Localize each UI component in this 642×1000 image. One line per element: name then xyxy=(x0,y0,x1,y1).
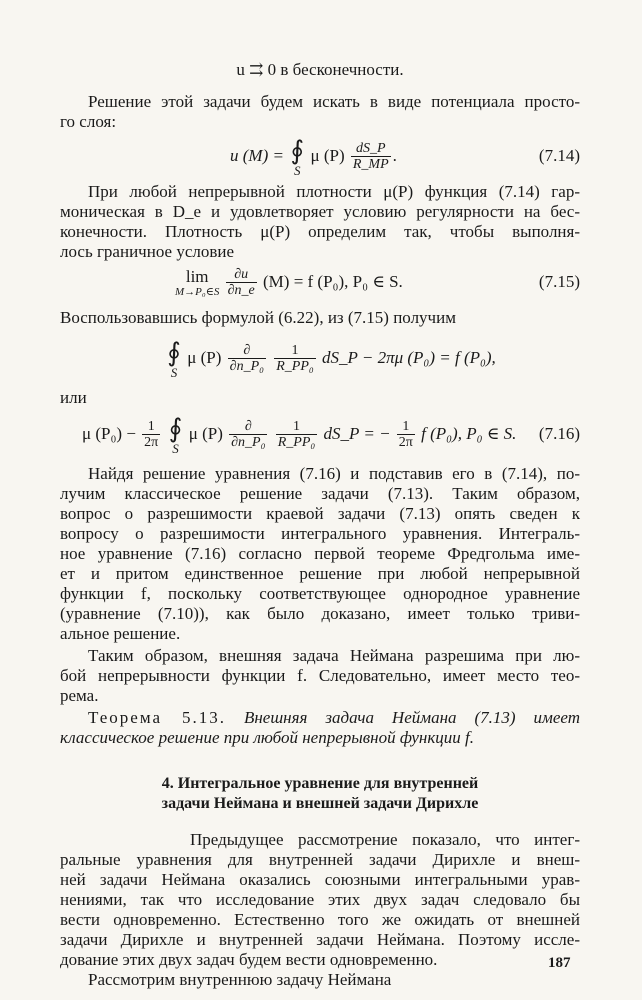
fraction-numerator: dS_P xyxy=(351,141,391,157)
text-line xyxy=(60,60,580,80)
text-line: вести одновременно. Естественно того же ожидать от внешней xyxy=(60,910,580,929)
fraction-numerator: ∂ xyxy=(228,343,266,359)
text-line: функции f, поскольку соответствующее однородное уравнение xyxy=(60,584,580,603)
equation-intermediate xyxy=(60,330,580,386)
fraction xyxy=(397,419,415,451)
fraction-numerator: ∂ xyxy=(229,419,267,435)
text-line: задачи Дирихле и внутренней задачи Неймана. Поэтому иссле- xyxy=(60,930,580,949)
equation-7-14 xyxy=(60,128,580,184)
contour-integral-symbol: ∮ S xyxy=(288,138,306,177)
equation-number: (7.16) xyxy=(538,424,580,443)
text-line: Найдя решение уравнения (7.16) и подставив его в (7.14), по- xyxy=(88,464,580,483)
fraction-denominator: R_PP₀ xyxy=(276,359,314,375)
limit-word: lim xyxy=(185,267,209,287)
eq-rhs: (M) = f (P₀), P₀ ∈ S. xyxy=(263,272,403,291)
fraction-denominator: 2π xyxy=(144,435,159,451)
theorem-label: Теорема 5.13. xyxy=(88,708,226,727)
eq-tail: . xyxy=(392,146,397,165)
eq-lhs: μ (P₀) − xyxy=(82,424,136,443)
text-line: го слоя: xyxy=(60,112,117,131)
fraction xyxy=(351,141,391,173)
fraction-numerator: 1 xyxy=(397,419,415,435)
text-line: Рассмотрим внутреннюю задачу Неймана xyxy=(88,970,392,989)
text-line: (уравнение (7.10)), как было доказано, имеет только триви- xyxy=(60,604,580,623)
text-line: моническая в D_e и удовлетворяет условию регулярности на бес- xyxy=(60,202,580,221)
eq-mu: μ (P) xyxy=(310,146,345,165)
text-line: нениями, так что исследование этих двух задач следовало бы xyxy=(60,890,580,909)
text-line: или xyxy=(60,388,87,407)
theorem-line: классическое решение при любой непрерывной функции f. xyxy=(60,728,474,747)
equation-number: (7.14) xyxy=(538,146,580,165)
equation-7-16 xyxy=(60,406,580,462)
fraction-denominator: R_PP₀ xyxy=(277,435,316,451)
section-heading: 4. Интегральное уравнение для внутренней xyxy=(161,775,479,792)
eq-lhs: u (M) = xyxy=(230,146,284,165)
text-line: Предыдущее рассмотрение показало, что интег- xyxy=(190,830,580,849)
eq-mu: μ (P) xyxy=(187,348,222,367)
integral-subscript: S xyxy=(172,440,179,456)
text-line: вопросу о разрешимости интегрального уравнения. Интеграль- xyxy=(60,524,580,543)
text-line: ней задачи Неймана оказались союзными интегральными урав- xyxy=(60,870,580,889)
fraction-denominator: ∂n_P₀ xyxy=(229,359,264,375)
fraction xyxy=(276,419,318,451)
text-line: дование этих двух задач будем вести одновременно. xyxy=(60,950,438,969)
text-line: лось граничное условие xyxy=(60,242,235,261)
text-line: альное решение. xyxy=(60,624,181,643)
text-line: ральные уравнения для внутренней задачи Дирихле и внеш- xyxy=(60,850,580,869)
text-line: бой непрерывности функции f. Следовательно, имеет место тео- xyxy=(60,666,580,685)
fraction xyxy=(229,419,267,451)
integral-subscript: S xyxy=(170,364,178,380)
fraction-denominator: ∂n_P₀ xyxy=(231,435,266,451)
fraction-numerator: 1 xyxy=(274,343,316,359)
text-line: Воспользовавшись формулой (6.22), из (7.15) получим xyxy=(60,308,456,327)
fraction-denominator: ∂n_e xyxy=(227,283,255,299)
line-text: u ⇉ 0 в бесконечности. xyxy=(236,60,404,79)
text-line: ное уравнение (7.16) согласно первой теореме Фредгольма име- xyxy=(60,544,580,563)
theorem-line xyxy=(60,708,580,728)
fraction xyxy=(228,343,266,375)
page-number: 187 xyxy=(548,955,571,971)
integral-subscript: S xyxy=(293,162,301,178)
text-line: рема. xyxy=(60,686,99,705)
fraction-denominator: R_MP xyxy=(352,157,389,173)
fraction-denominator: 2π xyxy=(398,435,413,451)
eq-rhs: dS_P − 2πμ (P₀) = f (P₀), xyxy=(322,348,496,367)
limit xyxy=(175,268,219,298)
eq-mu: μ (P) xyxy=(188,424,223,443)
text-line: Таким образом, внешняя задача Неймана разрешима при лю- xyxy=(88,646,580,665)
equation-7-15 xyxy=(60,254,580,310)
equation-number: (7.15) xyxy=(538,272,580,291)
text-line: конечности. Плотность μ(P) определим так, чтобы выполня- xyxy=(60,222,580,241)
fraction-numerator: 1 xyxy=(142,419,160,435)
theorem-text: Внешняя задача Неймана (7.13) имеет xyxy=(243,708,581,727)
eq-rhs: f (P₀), P₀ ∈ S. xyxy=(421,424,517,443)
fraction xyxy=(274,343,316,375)
text-line: ет и притом единственное решение при любой непрерывной xyxy=(60,564,580,583)
text-line: Решение этой задачи будем искать в виде потенциала просто- xyxy=(88,92,580,111)
fraction xyxy=(142,419,160,451)
fraction-numerator: ∂u xyxy=(226,267,257,283)
text-line: лучим классическое решение задачи (7.13). Таким образом, xyxy=(60,484,580,503)
text-line: вопрос о разрешимости краевой задачи (7.13) опять сведен к xyxy=(60,504,580,523)
section-heading: задачи Неймана и внешней задачи Дирихле xyxy=(161,795,479,812)
contour-integral-symbol: ∮ S xyxy=(166,416,184,455)
fraction xyxy=(226,267,257,299)
limit-subscript: M→P₀∈S xyxy=(175,286,220,299)
contour-integral-symbol: ∮ S xyxy=(165,340,183,379)
eq-mid: dS_P = − xyxy=(323,424,391,443)
fraction-numerator: 1 xyxy=(276,419,318,435)
text-line: При любой непрерывной плотности μ(P) функция (7.14) гар- xyxy=(88,182,580,201)
